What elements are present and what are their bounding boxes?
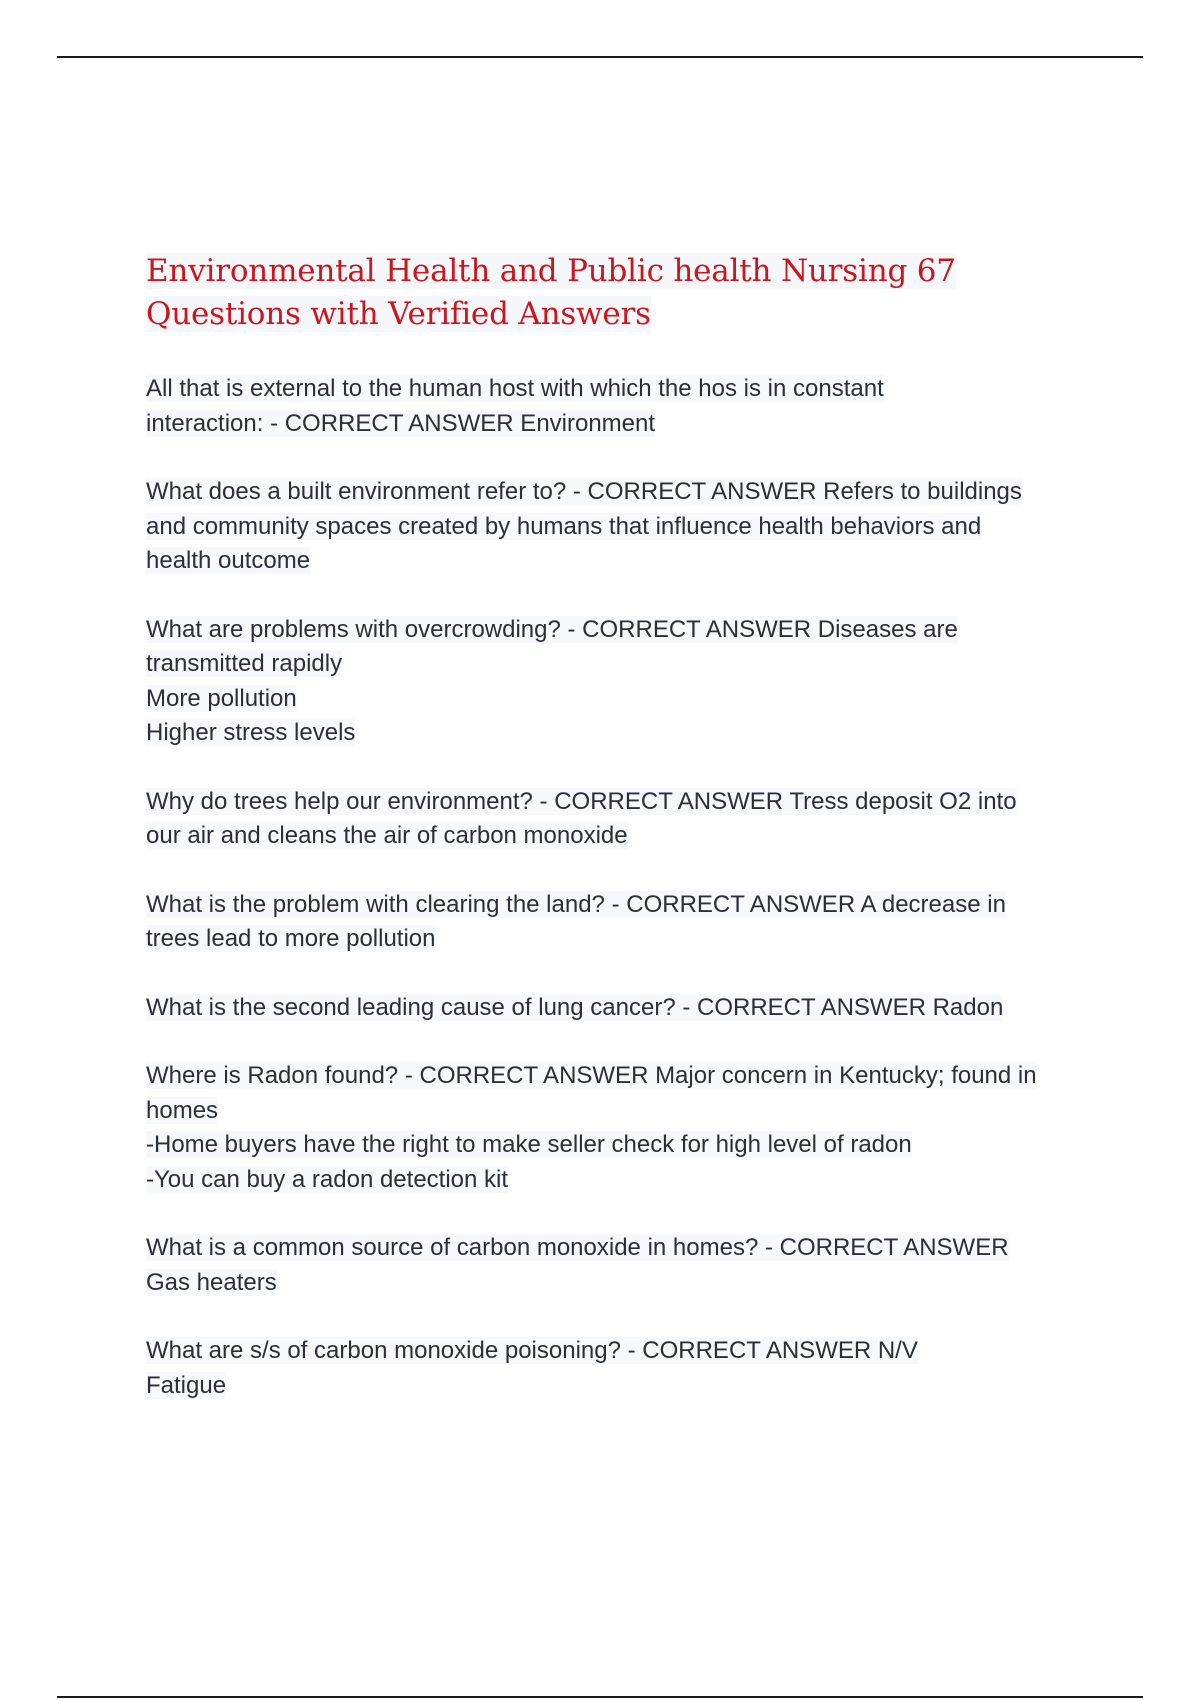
qa-line: Gas heaters	[146, 1268, 277, 1296]
qa-item	[146, 888, 1086, 957]
qa-item	[146, 475, 1086, 579]
qa-line: homes	[146, 1096, 219, 1124]
qa-line: and community spaces created by humans that influence health behaviors and	[146, 512, 982, 540]
qa-item	[146, 613, 1086, 751]
qa-line: Higher stress levels	[146, 719, 356, 746]
qa-line: -You can buy a radon detection kit	[146, 1165, 509, 1193]
qa-line: All that is external to the human host with which the hos is in constant	[146, 375, 884, 402]
qa-item	[146, 372, 1086, 441]
qa-line: Fatigue	[146, 1371, 227, 1399]
qa-line: transmitted rapidly	[146, 650, 343, 677]
qa-line: What is the problem with clearing the land? - CORRECT ANSWER A decrease in	[146, 890, 1006, 918]
qa-line: health outcome	[146, 547, 311, 574]
qa-line: trees lead to more pollution	[146, 925, 436, 952]
qa-line: our air and cleans the air of carbon monoxide	[146, 822, 628, 849]
header-rule	[57, 56, 1143, 58]
qa-line: -Home buyers have the right to make seller check for high level of radon	[146, 1131, 912, 1158]
qa-line: What is a common source of carbon monoxide in homes? - CORRECT ANSWER	[146, 1234, 1009, 1261]
qa-item	[146, 785, 1086, 854]
footer-rule	[57, 1696, 1143, 1698]
qa-item	[146, 991, 1086, 1026]
title-line: Environmental Health and Public health Nursing 67	[146, 253, 956, 289]
qa-line: What are s/s of carbon monoxide poisoning? - CORRECT ANSWER N/V	[146, 1337, 918, 1364]
qa-line: Why do trees help our environment? - CORRECT ANSWER Tress deposit O2 into	[146, 787, 1017, 815]
qa-item	[146, 1334, 1086, 1403]
title-line: Questions with Verified Answers	[146, 296, 651, 332]
qa-line: What does a built environment refer to? - CORRECT ANSWER Refers to buildings	[146, 478, 1022, 505]
qa-line: What is the second leading cause of lung cancer? - CORRECT ANSWER Radon	[146, 993, 1004, 1021]
document-title	[146, 250, 1086, 336]
document-body	[146, 250, 1086, 1437]
qa-line: More pollution	[146, 684, 297, 712]
qa-item	[146, 1059, 1086, 1197]
qa-line: What are problems with overcrowding? - CORRECT ANSWER Diseases are	[146, 615, 958, 643]
qa-item	[146, 1231, 1086, 1300]
qa-line: Where is Radon found? - CORRECT ANSWER Major concern in Kentucky; found in	[146, 1062, 1037, 1089]
qa-line: interaction: - CORRECT ANSWER Environment	[146, 409, 656, 437]
